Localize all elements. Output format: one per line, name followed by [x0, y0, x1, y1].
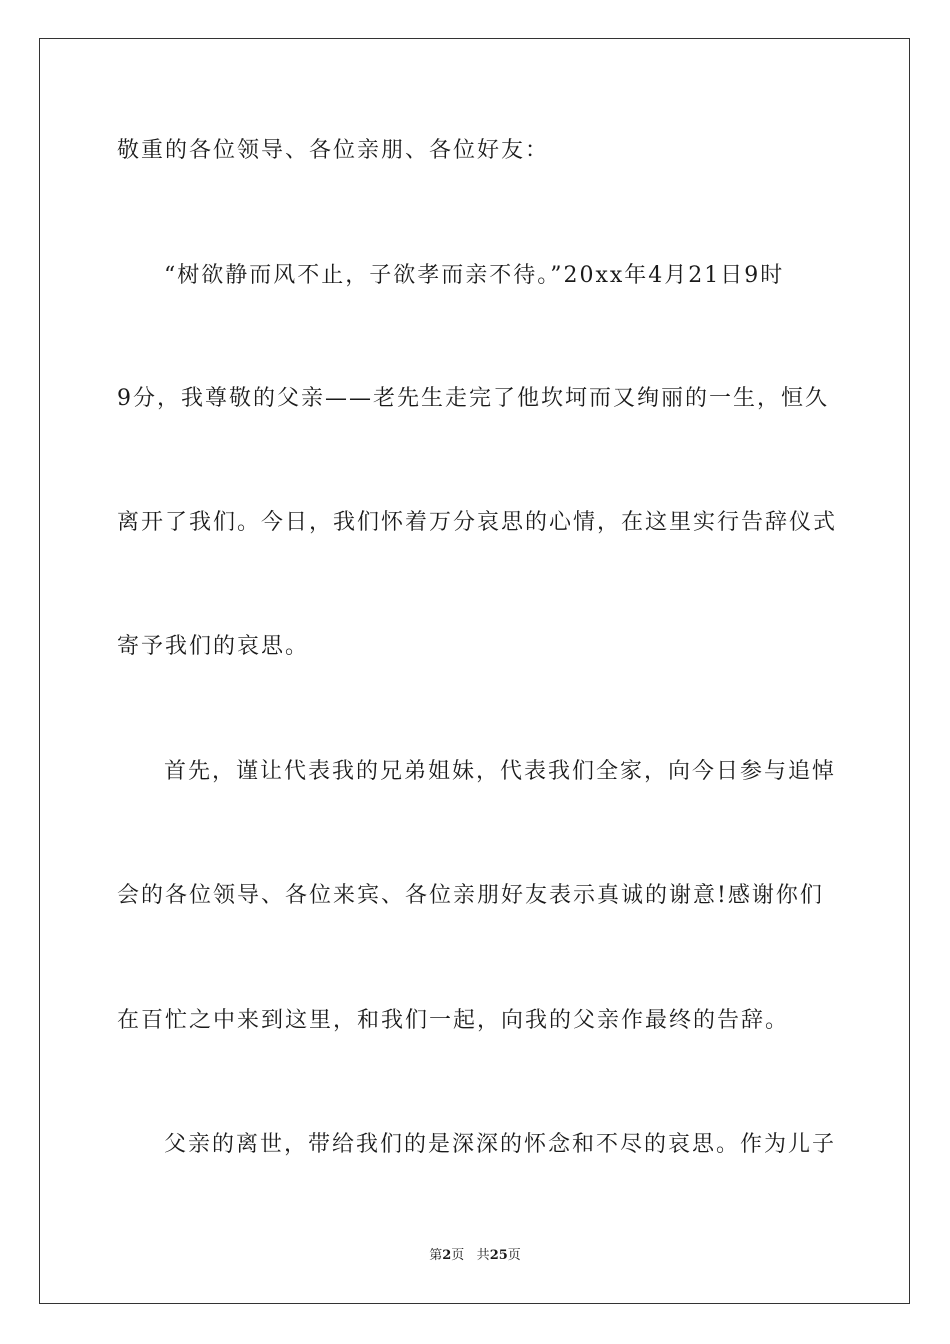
paragraph-line: “树欲静而风不止，子欲孝而亲不待。”20xx年4月21日9时	[164, 263, 785, 288]
paragraph-line: 首先，谨让代表我的兄弟姐妹，代表我们全家，向今日参与追悼	[164, 759, 837, 784]
page-suffix: 页	[451, 1248, 465, 1263]
total-suffix: 页	[507, 1248, 521, 1263]
total-pages: 25	[489, 1248, 508, 1263]
paragraph-line: 父亲的离世，带给我们的是深深的怀念和不尽的哀思。作为儿子	[164, 1132, 837, 1157]
paragraph-line: 离开了我们。今日，我们怀着万分哀思的心情，在这里实行告辞仪式	[117, 510, 838, 535]
page-footer	[0, 1246, 950, 1266]
page-number: 2	[442, 1248, 452, 1263]
page-border	[39, 38, 910, 1304]
paragraph-line: 寄予我们的哀思。	[117, 634, 310, 659]
paragraph-line: 9分，我尊敬的父亲——老先生走完了他坎坷而又绚丽的一生，恒久	[117, 386, 829, 411]
total-prefix: 共	[476, 1248, 490, 1263]
paragraph-line: 在百忙之中来到这里，和我们一起，向我的父亲作最终的告辞。	[117, 1008, 790, 1033]
paragraph-line: 会的各位领导、各位来宾、各位亲朋好友表示真诚的谢意!感谢你们	[117, 883, 824, 908]
page-prefix: 第	[429, 1248, 443, 1263]
salutation-line: 敬重的各位领导、各位亲朋、各位好友：	[117, 138, 550, 163]
